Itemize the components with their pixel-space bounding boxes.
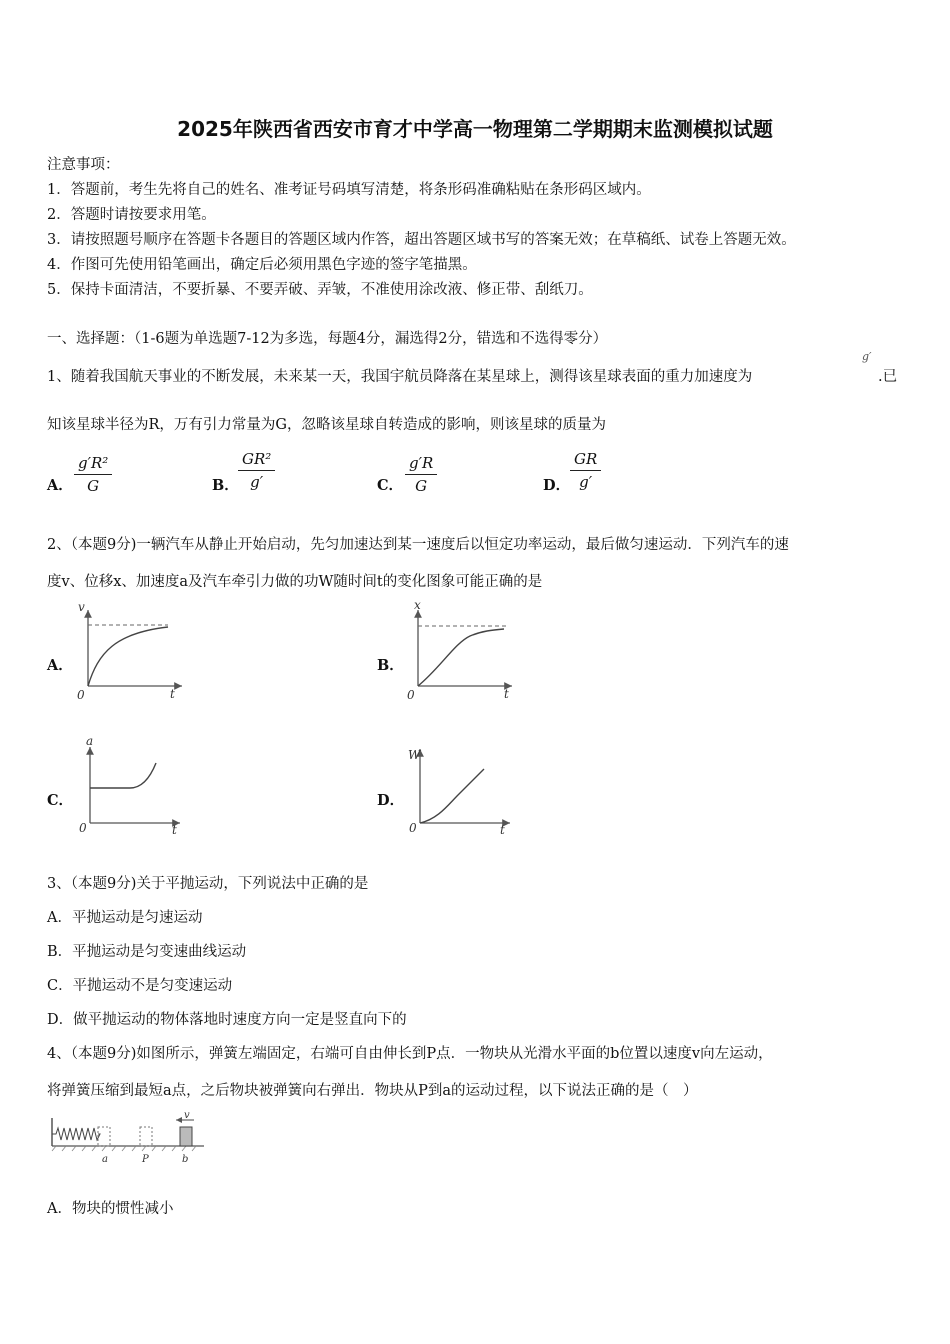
numerator: g′R — [405, 454, 437, 475]
q4-stem-line1: 4、（本题9分)如图所示，弹簧左端固定，右端可自由伸长到P点．一物块从光滑水平面的b位置以速度v向左运动， — [47, 1046, 773, 1062]
denominator: G — [415, 477, 428, 495]
displacement-curve — [418, 629, 504, 686]
notice-item: 1．答题前，考生先将自己的姓名、准考证号码填写清楚，将条形码准确粘贴在条形码区域内。 — [47, 182, 651, 198]
origin-label: 0 — [409, 821, 417, 835]
label-p: P — [142, 1154, 149, 1165]
q1-option-a-fraction — [74, 454, 112, 495]
notice-item: 2．答题时请按要求用笔。 — [47, 207, 216, 223]
q1-option-b-label: B． — [212, 477, 239, 494]
numerator: GR — [570, 450, 601, 471]
q2-option-b-label: B． — [377, 657, 404, 674]
q1-option-c-fraction — [405, 454, 437, 495]
origin-label: 0 — [79, 821, 87, 835]
q3-option-a: A．平抛运动是匀速运动 — [47, 910, 203, 926]
q2-graph-c — [70, 733, 190, 838]
origin-label: 0 — [407, 688, 415, 702]
q3-option-c: C．平抛运动不是匀变速运动 — [47, 978, 233, 994]
numerator: g′R² — [74, 454, 112, 475]
work-curve — [420, 769, 484, 823]
q1-symbol-g: g′ — [862, 350, 872, 363]
q1-option-d-fraction — [570, 450, 601, 491]
numerator: GR² — [238, 450, 275, 471]
block-position-a — [98, 1127, 110, 1146]
x-label: t — [172, 823, 177, 837]
y-label: x — [414, 598, 421, 612]
q1-stem-line2: 知该星球半径为R，万有引力常量为G，忽略该星球自转造成的影响，则该星球的质量为 — [47, 417, 606, 433]
notice-item: 3．请按照题号顺序在答题卡各题目的答题区域内作答，超出答题区域书写的答案无效；在草稿纸、试卷上答题无效。 — [47, 232, 796, 248]
q1-option-a-label: A． — [47, 477, 73, 494]
q3-option-b: B．平抛运动是匀变速曲线运动 — [47, 944, 247, 960]
x-label: t — [170, 687, 175, 701]
q2-option-d-label: D． — [377, 792, 405, 809]
q1-stem-end: .已 — [878, 369, 898, 385]
spring — [52, 1128, 100, 1140]
velocity-curve — [88, 627, 168, 686]
y-label: a — [86, 734, 94, 748]
q4-stem-line2: 将弹簧压缩到最短a点，之后物块被弹簧向右弹出．物块从P到a的运动过程，以下说法正确的是（ ） — [47, 1083, 698, 1099]
notice-item: 5．保持卡面清洁，不要折暴、不要弄破、弄皱，不准使用涂改液、修正带、刮纸刀。 — [47, 282, 593, 298]
q3-stem: 3、（本题9分)关于平抛运动，下列说法中正确的是 — [47, 876, 369, 892]
section-heading: 一、选择题：（1-6题为单选题7-12为多选，每题4分，漏选得2分，错选和不选得零分） — [47, 331, 608, 347]
q2-option-c-label: C． — [47, 792, 74, 809]
block — [180, 1127, 192, 1146]
x-label: t — [504, 687, 509, 701]
denominator: g′ — [579, 473, 593, 491]
velocity-label: v — [184, 1110, 190, 1121]
acceleration-curve — [90, 763, 156, 788]
q2-graph-b — [400, 598, 520, 703]
floor-hatch — [52, 1146, 196, 1151]
block-position-p — [140, 1127, 152, 1146]
q2-stem-line2: 度v、位移x、加速度a及汽车牵引力做的功W随时间t的变化图象可能正确的是 — [47, 574, 543, 590]
notice-item: 4．作图可先使用铅笔画出，确定后必须用黑色字迹的签字笔描黑。 — [47, 257, 477, 273]
origin-label: 0 — [77, 688, 85, 702]
q4-spring-figure — [48, 1110, 208, 1166]
q1-option-d-label: D． — [543, 477, 571, 494]
page-title: 2025年陕西省西安市育才中学高一物理第二学期期末监测模拟试题 — [177, 117, 773, 141]
label-a: a — [102, 1154, 108, 1165]
x-label: t — [500, 823, 505, 837]
q2-stem-line1: 2、（本题9分)一辆汽车从静止开始启动，先匀加速达到某一速度后以恒定功率运动，最后做匀速运动．下列汽车的速 — [47, 537, 789, 553]
q3-option-d: D．做平抛运动的物体落地时速度方向一定是竖直向下的 — [47, 1012, 407, 1028]
y-label: W — [408, 748, 421, 762]
label-b: b — [182, 1154, 189, 1165]
notice-heading: 注意事项： — [47, 157, 120, 173]
q1-stem-line1: 1、随着我国航天事业的不断发展，未来某一天，我国宇航员降落在某星球上，测得该星球表面的重力加速度为 — [47, 369, 753, 385]
denominator: g′ — [250, 473, 264, 491]
q2-graph-d — [400, 733, 520, 838]
denominator: G — [87, 477, 100, 495]
q1-option-b-fraction — [238, 450, 275, 491]
q2-option-a-label: A． — [47, 657, 73, 674]
q1-option-c-label: C． — [377, 477, 404, 494]
q2-graph-a — [70, 598, 190, 703]
q4-option-a: A．物块的惯性减小 — [47, 1201, 174, 1217]
y-label: v — [78, 600, 85, 614]
